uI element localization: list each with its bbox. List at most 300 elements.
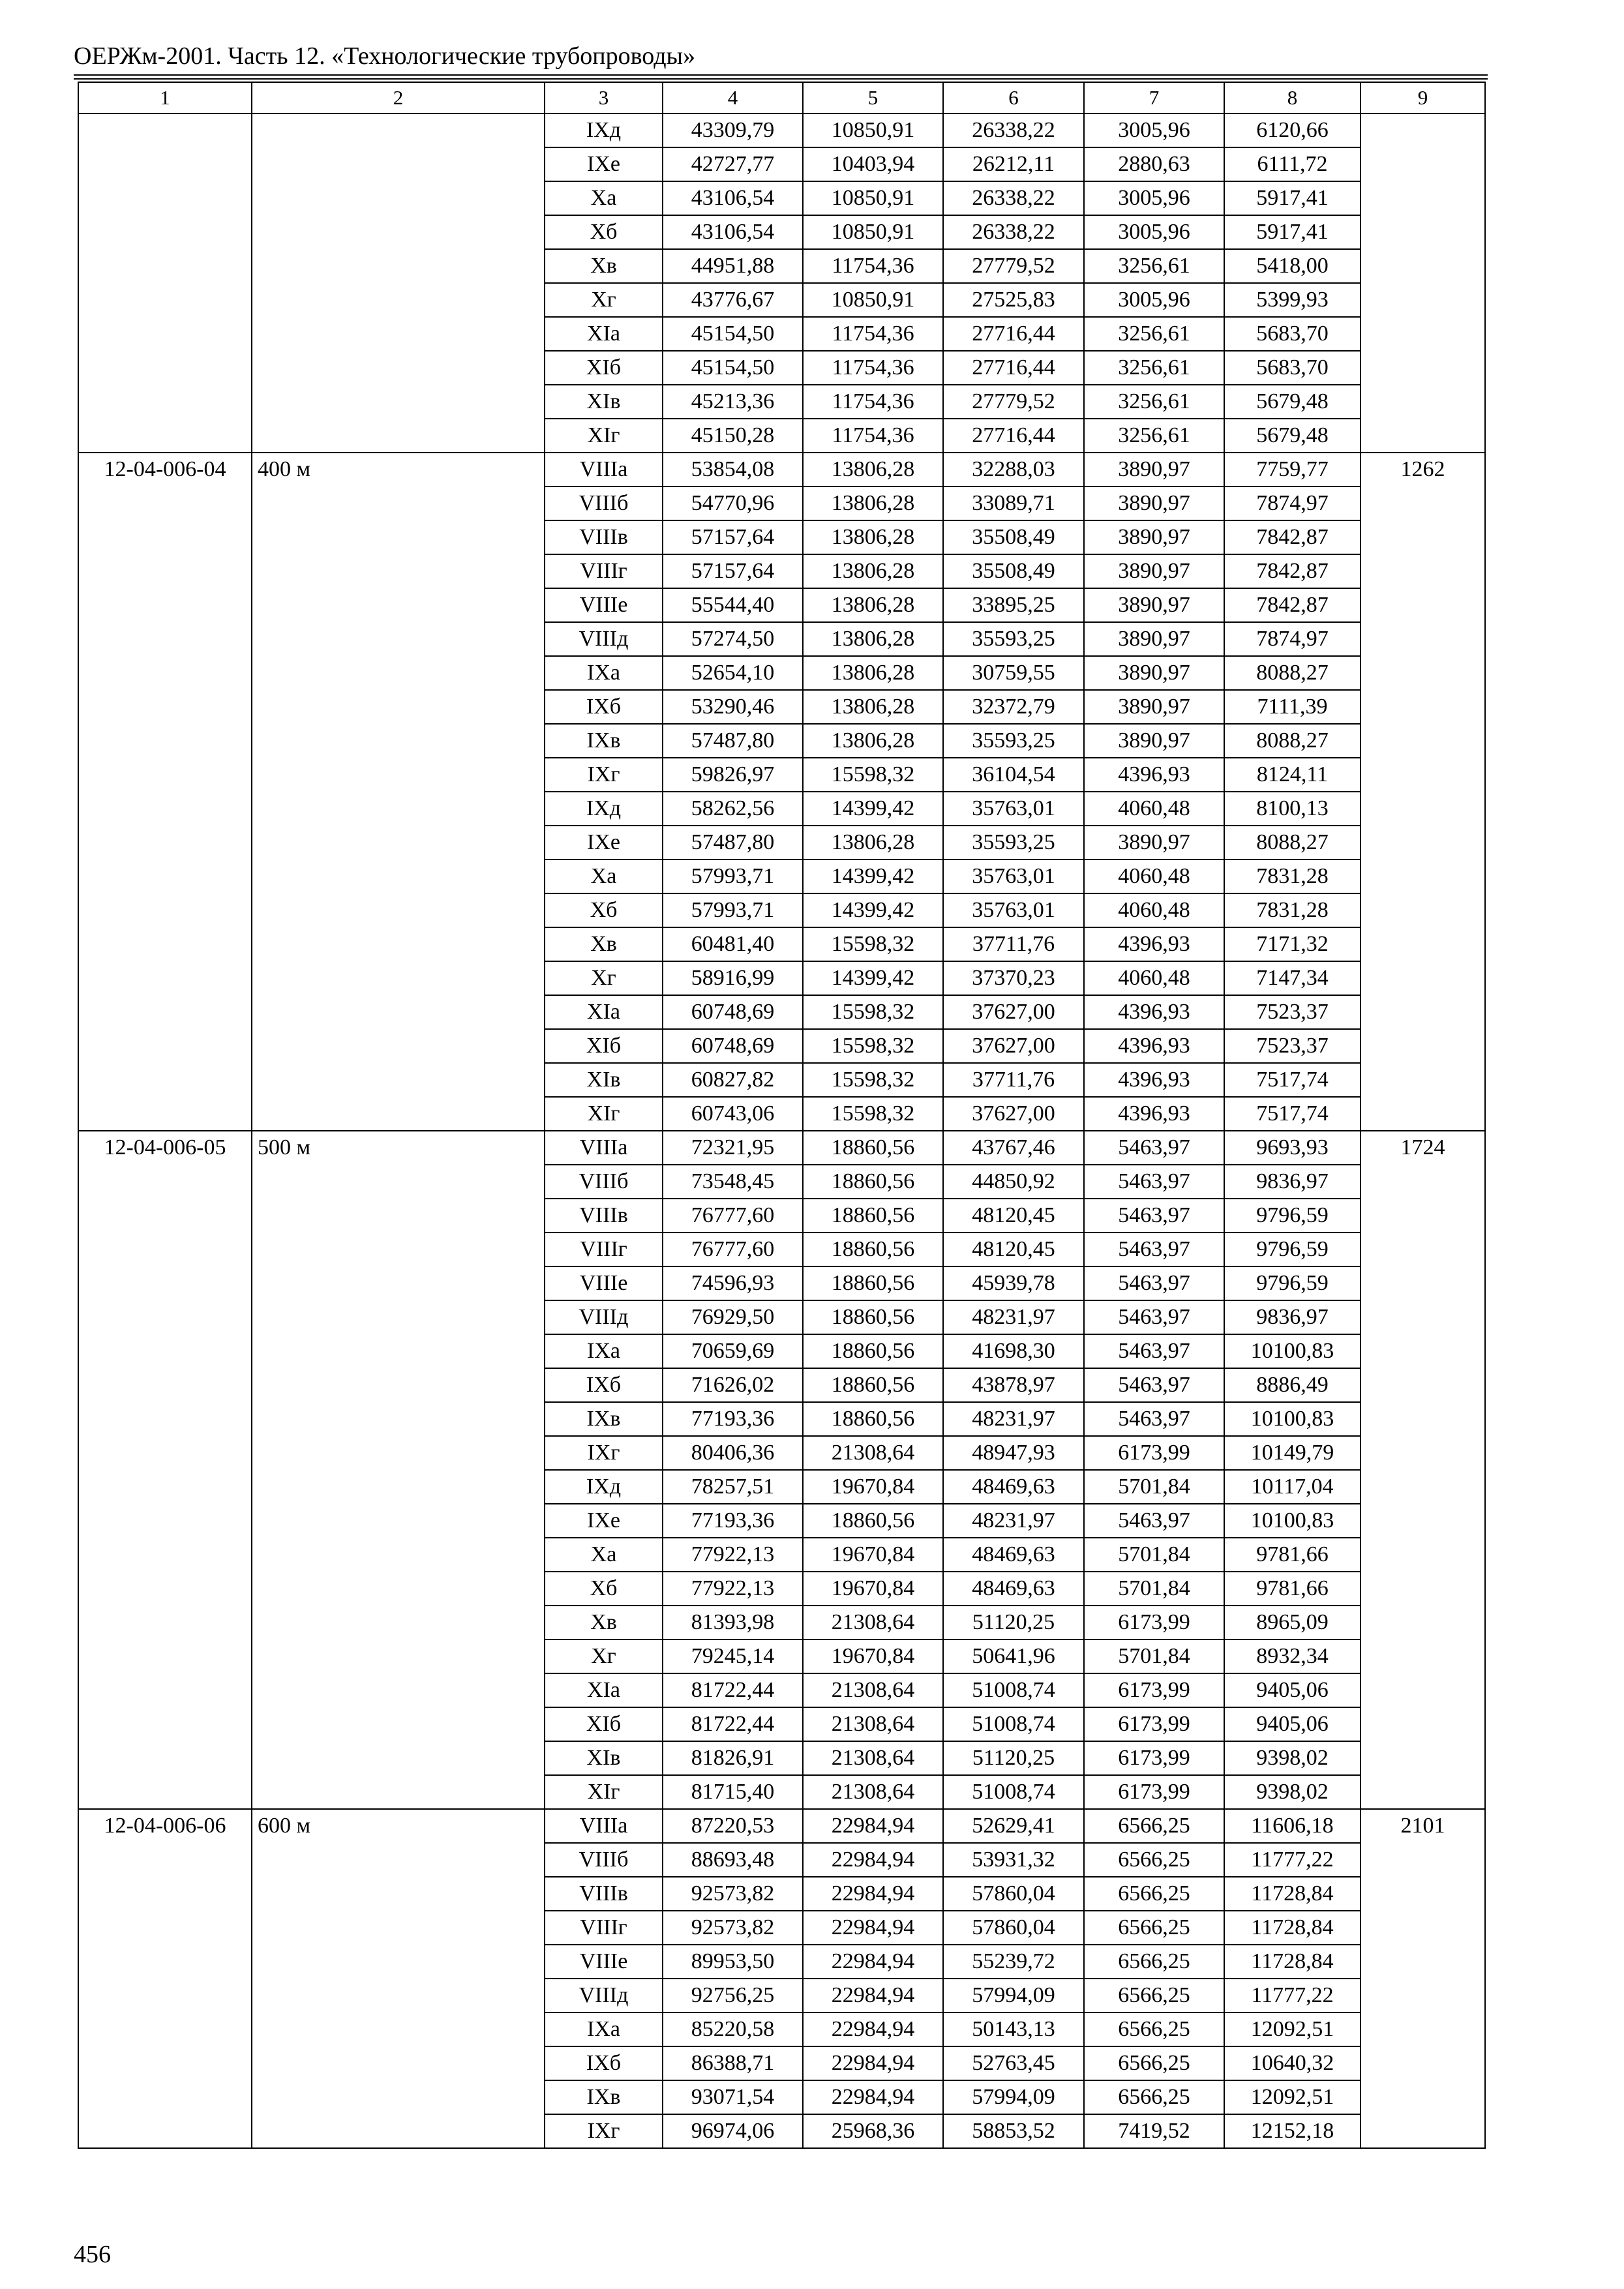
value-cell: 60748,69 [663,1029,803,1063]
category-cell: XIг [545,419,663,453]
value-cell: 37627,00 [943,1029,1084,1063]
value-cell: 15598,32 [803,927,943,961]
value-cell: 6566,25 [1084,1843,1224,1877]
value-cell: 58916,99 [663,961,803,995]
page-header-title: ОЕРЖм-2001. Часть 12. «Технологические трубопроводы» [74,42,696,70]
value-cell: 4396,93 [1084,995,1224,1029]
work-name-cell: 500 м [252,1131,545,1809]
value-cell: 7874,97 [1224,486,1361,520]
value-cell: 3256,61 [1084,385,1224,419]
value-cell: 10100,83 [1224,1402,1361,1436]
value-cell: 3005,96 [1084,283,1224,317]
value-cell: 7759,77 [1224,453,1361,486]
value-cell: 8965,09 [1224,1606,1361,1639]
work-name-cell: 400 м [252,453,545,1131]
value-cell: 48469,63 [943,1470,1084,1504]
value-cell: 87220,53 [663,1809,803,1843]
value-cell: 9398,02 [1224,1741,1361,1775]
value-cell: 15598,32 [803,995,943,1029]
value-cell: 7831,28 [1224,860,1361,893]
value-cell: 7831,28 [1224,893,1361,927]
value-cell: 21308,64 [803,1775,943,1809]
column-9-cell [1361,113,1485,453]
value-cell: 37370,23 [943,961,1084,995]
category-cell: Xб [545,215,663,249]
value-cell: 3005,96 [1084,113,1224,147]
value-cell: 10149,79 [1224,1436,1361,1470]
value-cell: 86388,71 [663,2046,803,2080]
category-cell: IXв [545,1402,663,1436]
value-cell: 57157,64 [663,520,803,554]
value-cell: 14399,42 [803,961,943,995]
category-cell: XIг [545,1775,663,1809]
category-cell: Xг [545,1639,663,1673]
value-cell: 22984,94 [803,1877,943,1911]
value-cell: 5701,84 [1084,1572,1224,1606]
value-cell: 19670,84 [803,1639,943,1673]
value-cell: 78257,51 [663,1470,803,1504]
value-cell: 45213,36 [663,385,803,419]
value-cell: 7517,74 [1224,1063,1361,1097]
category-cell: IXе [545,147,663,181]
column-number: 2 [252,82,545,113]
value-cell: 7419,52 [1084,2114,1224,2148]
value-cell: 81722,44 [663,1673,803,1707]
value-cell: 33895,25 [943,588,1084,622]
value-cell: 72321,95 [663,1131,803,1165]
value-cell: 15598,32 [803,1097,943,1131]
value-cell: 27779,52 [943,385,1084,419]
value-cell: 8932,34 [1224,1639,1361,1673]
value-cell: 19670,84 [803,1572,943,1606]
value-cell: 8124,11 [1224,758,1361,792]
value-cell: 6566,25 [1084,2012,1224,2046]
value-cell: 5463,97 [1084,1504,1224,1538]
value-cell: 14399,42 [803,860,943,893]
value-cell: 60481,40 [663,927,803,961]
value-cell: 57860,04 [943,1911,1084,1945]
value-cell: 80406,36 [663,1436,803,1470]
category-cell: XIб [545,351,663,385]
header-rule [74,74,1488,76]
value-cell: 53931,32 [943,1843,1084,1877]
table-row [78,453,1485,486]
value-cell: 15598,32 [803,758,943,792]
value-cell: 6173,99 [1084,1673,1224,1707]
value-cell: 27525,83 [943,283,1084,317]
value-cell: 12092,51 [1224,2012,1361,2046]
value-cell: 18860,56 [803,1368,943,1402]
value-cell: 9796,59 [1224,1266,1361,1300]
value-cell: 33089,71 [943,486,1084,520]
category-cell: VIIIе [545,1945,663,1979]
value-cell: 5917,41 [1224,181,1361,215]
value-cell: 96974,06 [663,2114,803,2148]
value-cell: 26338,22 [943,215,1084,249]
value-cell: 11728,84 [1224,1877,1361,1911]
value-cell: 37711,76 [943,927,1084,961]
value-cell: 5463,97 [1084,1165,1224,1199]
value-cell: 79245,14 [663,1639,803,1673]
value-cell: 22984,94 [803,1945,943,1979]
value-cell: 11728,84 [1224,1911,1361,1945]
value-cell: 5683,70 [1224,351,1361,385]
category-cell: VIIIб [545,1165,663,1199]
value-cell: 6173,99 [1084,1775,1224,1809]
value-cell: 13806,28 [803,588,943,622]
value-cell: 35763,01 [943,860,1084,893]
value-cell: 3890,97 [1084,486,1224,520]
value-cell: 18860,56 [803,1165,943,1199]
value-cell: 3890,97 [1084,520,1224,554]
rate-code-cell: 12-04-006-04 [78,453,252,1131]
value-cell: 6566,25 [1084,2046,1224,2080]
value-cell: 21308,64 [803,1741,943,1775]
work-name-cell [252,113,545,453]
value-cell: 13806,28 [803,453,943,486]
value-cell: 76777,60 [663,1233,803,1266]
value-cell: 27716,44 [943,317,1084,351]
value-cell: 3890,97 [1084,690,1224,724]
value-cell: 5463,97 [1084,1233,1224,1266]
value-cell: 21308,64 [803,1673,943,1707]
value-cell: 57487,80 [663,724,803,758]
value-cell: 14399,42 [803,893,943,927]
value-cell: 4396,93 [1084,1063,1224,1097]
value-cell: 27716,44 [943,351,1084,385]
value-cell: 5463,97 [1084,1334,1224,1368]
value-cell: 6566,25 [1084,1911,1224,1945]
column-number: 9 [1361,82,1485,113]
value-cell: 85220,58 [663,2012,803,2046]
value-cell: 7842,87 [1224,554,1361,588]
value-cell: 6111,72 [1224,147,1361,181]
category-cell: IXд [545,792,663,826]
value-cell: 43309,79 [663,113,803,147]
value-cell: 35593,25 [943,724,1084,758]
value-cell: 52654,10 [663,656,803,690]
value-cell: 45154,50 [663,351,803,385]
value-cell: 9398,02 [1224,1775,1361,1809]
page-number: 456 [74,2241,111,2268]
value-cell: 11777,22 [1224,1979,1361,2012]
value-cell: 57274,50 [663,622,803,656]
category-cell: IXв [545,2080,663,2114]
value-cell: 37627,00 [943,1097,1084,1131]
value-cell: 9693,93 [1224,1131,1361,1165]
value-cell: 4396,93 [1084,758,1224,792]
column-number-row [78,82,1485,113]
value-cell: 18860,56 [803,1300,943,1334]
column-number: 3 [545,82,663,113]
value-cell: 11754,36 [803,419,943,453]
value-cell: 48469,63 [943,1572,1084,1606]
value-cell: 4060,48 [1084,860,1224,893]
value-cell: 11606,18 [1224,1809,1361,1843]
category-cell: VIIIе [545,1266,663,1300]
value-cell: 27716,44 [943,419,1084,453]
value-cell: 13806,28 [803,826,943,860]
value-cell: 48947,93 [943,1436,1084,1470]
value-cell: 35508,49 [943,520,1084,554]
value-cell: 6566,25 [1084,1979,1224,2012]
value-cell: 13806,28 [803,690,943,724]
value-cell: 81715,40 [663,1775,803,1809]
value-cell: 5701,84 [1084,1639,1224,1673]
category-cell: IXе [545,1504,663,1538]
value-cell: 43878,97 [943,1368,1084,1402]
category-cell: Xв [545,1606,663,1639]
value-cell: 52763,45 [943,2046,1084,2080]
value-cell: 43106,54 [663,181,803,215]
value-cell: 11754,36 [803,249,943,283]
value-cell: 5701,84 [1084,1538,1224,1572]
value-cell: 5463,97 [1084,1131,1224,1165]
table-row [78,1131,1485,1165]
value-cell: 89953,50 [663,1945,803,1979]
category-cell: VIIIа [545,453,663,486]
value-cell: 81393,98 [663,1606,803,1639]
value-cell: 22984,94 [803,1843,943,1877]
table-row [78,113,1485,147]
category-cell: IXе [545,826,663,860]
value-cell: 3890,97 [1084,453,1224,486]
value-cell: 54770,96 [663,486,803,520]
value-cell: 48231,97 [943,1504,1084,1538]
category-cell: XIа [545,995,663,1029]
value-cell: 4060,48 [1084,792,1224,826]
value-cell: 9405,06 [1224,1707,1361,1741]
value-cell: 51008,74 [943,1707,1084,1741]
value-cell: 37711,76 [943,1063,1084,1097]
value-cell: 10850,91 [803,283,943,317]
category-cell: VIIIд [545,1300,663,1334]
category-cell: IXб [545,690,663,724]
category-cell: IXа [545,656,663,690]
value-cell: 73548,45 [663,1165,803,1199]
value-cell: 7842,87 [1224,520,1361,554]
value-cell: 55239,72 [943,1945,1084,1979]
value-cell: 42727,77 [663,147,803,181]
value-cell: 3256,61 [1084,249,1224,283]
value-cell: 18860,56 [803,1334,943,1368]
value-cell: 19670,84 [803,1470,943,1504]
value-cell: 53290,46 [663,690,803,724]
column-9-cell: 2101 [1361,1809,1485,2148]
category-cell: IXб [545,2046,663,2080]
value-cell: 6173,99 [1084,1741,1224,1775]
value-cell: 10100,83 [1224,1504,1361,1538]
value-cell: 93071,54 [663,2080,803,2114]
category-cell: Xа [545,860,663,893]
value-cell: 11754,36 [803,351,943,385]
value-cell: 22984,94 [803,2080,943,2114]
category-cell: Xб [545,893,663,927]
category-cell: VIIIб [545,486,663,520]
value-cell: 2880,63 [1084,147,1224,181]
value-cell: 48231,97 [943,1402,1084,1436]
value-cell: 60748,69 [663,995,803,1029]
value-cell: 10640,32 [1224,2046,1361,2080]
value-cell: 10850,91 [803,181,943,215]
value-cell: 3890,97 [1084,724,1224,758]
value-cell: 6566,25 [1084,2080,1224,2114]
category-cell: VIIIд [545,1979,663,2012]
category-cell: IXг [545,758,663,792]
value-cell: 8886,49 [1224,1368,1361,1402]
value-cell: 10850,91 [803,215,943,249]
rate-code-cell [78,113,252,453]
value-cell: 51120,25 [943,1606,1084,1639]
value-cell: 8100,13 [1224,792,1361,826]
value-cell: 6120,66 [1224,113,1361,147]
column-number: 8 [1224,82,1361,113]
value-cell: 57994,09 [943,2080,1084,2114]
rate-code-cell: 12-04-006-05 [78,1131,252,1809]
category-cell: XIв [545,1741,663,1775]
value-cell: 18860,56 [803,1504,943,1538]
value-cell: 92573,82 [663,1911,803,1945]
value-cell: 18860,56 [803,1266,943,1300]
value-cell: 5679,48 [1224,419,1361,453]
value-cell: 21308,64 [803,1606,943,1639]
value-cell: 4060,48 [1084,893,1224,927]
value-cell: 76929,50 [663,1300,803,1334]
value-cell: 22984,94 [803,1979,943,2012]
value-cell: 13806,28 [803,486,943,520]
value-cell: 7523,37 [1224,995,1361,1029]
value-cell: 5463,97 [1084,1300,1224,1334]
value-cell: 6173,99 [1084,1707,1224,1741]
category-cell: XIв [545,385,663,419]
value-cell: 51120,25 [943,1741,1084,1775]
category-cell: XIб [545,1707,663,1741]
value-cell: 9405,06 [1224,1673,1361,1707]
value-cell: 3890,97 [1084,554,1224,588]
category-cell: VIIIг [545,1911,663,1945]
column-number: 6 [943,82,1084,113]
category-cell: XIа [545,317,663,351]
value-cell: 15598,32 [803,1029,943,1063]
category-cell: VIIIг [545,554,663,588]
value-cell: 44951,88 [663,249,803,283]
table-row [78,1809,1485,1843]
value-cell: 50641,96 [943,1639,1084,1673]
value-cell: 18860,56 [803,1233,943,1266]
value-cell: 35763,01 [943,792,1084,826]
value-cell: 74596,93 [663,1266,803,1300]
value-cell: 6566,25 [1084,1877,1224,1911]
value-cell: 43106,54 [663,215,803,249]
value-cell: 9836,97 [1224,1300,1361,1334]
value-cell: 10100,83 [1224,1334,1361,1368]
category-cell: VIIIа [545,1809,663,1843]
value-cell: 5463,97 [1084,1199,1224,1233]
value-cell: 5463,97 [1084,1266,1224,1300]
value-cell: 81722,44 [663,1707,803,1741]
value-cell: 71626,02 [663,1368,803,1402]
value-cell: 5463,97 [1084,1402,1224,1436]
value-cell: 70659,69 [663,1334,803,1368]
value-cell: 4396,93 [1084,927,1224,961]
value-cell: 59826,97 [663,758,803,792]
category-cell: XIв [545,1063,663,1097]
value-cell: 13806,28 [803,724,943,758]
value-cell: 81826,91 [663,1741,803,1775]
value-cell: 7874,97 [1224,622,1361,656]
category-cell: VIIIг [545,1233,663,1266]
value-cell: 32288,03 [943,453,1084,486]
value-cell: 10117,04 [1224,1470,1361,1504]
value-cell: 11777,22 [1224,1843,1361,1877]
value-cell: 35763,01 [943,893,1084,927]
value-cell: 14399,42 [803,792,943,826]
value-cell: 57993,71 [663,860,803,893]
value-cell: 11754,36 [803,385,943,419]
value-cell: 57994,09 [943,1979,1084,2012]
value-cell: 43776,67 [663,283,803,317]
value-cell: 77193,36 [663,1402,803,1436]
category-cell: Xа [545,181,663,215]
value-cell: 3256,61 [1084,317,1224,351]
value-cell: 57487,80 [663,826,803,860]
value-cell: 77193,36 [663,1504,803,1538]
value-cell: 76777,60 [663,1199,803,1233]
value-cell: 13806,28 [803,656,943,690]
value-cell: 3890,97 [1084,826,1224,860]
value-cell: 92756,25 [663,1979,803,2012]
value-cell: 8088,27 [1224,724,1361,758]
value-cell: 3005,96 [1084,215,1224,249]
value-cell: 19670,84 [803,1538,943,1572]
value-cell: 5463,97 [1084,1368,1224,1402]
category-cell: IXа [545,1334,663,1368]
value-cell: 21308,64 [803,1436,943,1470]
value-cell: 13806,28 [803,520,943,554]
work-name-cell: 600 м [252,1809,545,2148]
value-cell: 3256,61 [1084,351,1224,385]
value-cell: 18860,56 [803,1199,943,1233]
value-cell: 10850,91 [803,113,943,147]
category-cell: VIIIа [545,1131,663,1165]
value-cell: 12092,51 [1224,2080,1361,2114]
value-cell: 9796,59 [1224,1199,1361,1233]
category-cell: Xг [545,961,663,995]
value-cell: 10403,94 [803,147,943,181]
value-cell: 4396,93 [1084,1097,1224,1131]
value-cell: 26212,11 [943,147,1084,181]
category-cell: VIIIв [545,1877,663,1911]
value-cell: 5418,00 [1224,249,1361,283]
value-cell: 8088,27 [1224,656,1361,690]
category-cell: VIIIв [545,520,663,554]
value-cell: 50143,13 [943,2012,1084,2046]
value-cell: 7111,39 [1224,690,1361,724]
column-number: 1 [78,82,252,113]
value-cell: 48469,63 [943,1538,1084,1572]
value-cell: 13806,28 [803,554,943,588]
value-cell: 26338,22 [943,113,1084,147]
value-cell: 9796,59 [1224,1233,1361,1266]
category-cell: IXб [545,1368,663,1402]
value-cell: 5683,70 [1224,317,1361,351]
value-cell: 7842,87 [1224,588,1361,622]
value-cell: 22984,94 [803,2012,943,2046]
value-cell: 48120,45 [943,1199,1084,1233]
category-cell: IXв [545,724,663,758]
category-cell: IXд [545,1470,663,1504]
category-cell: IXг [545,1436,663,1470]
